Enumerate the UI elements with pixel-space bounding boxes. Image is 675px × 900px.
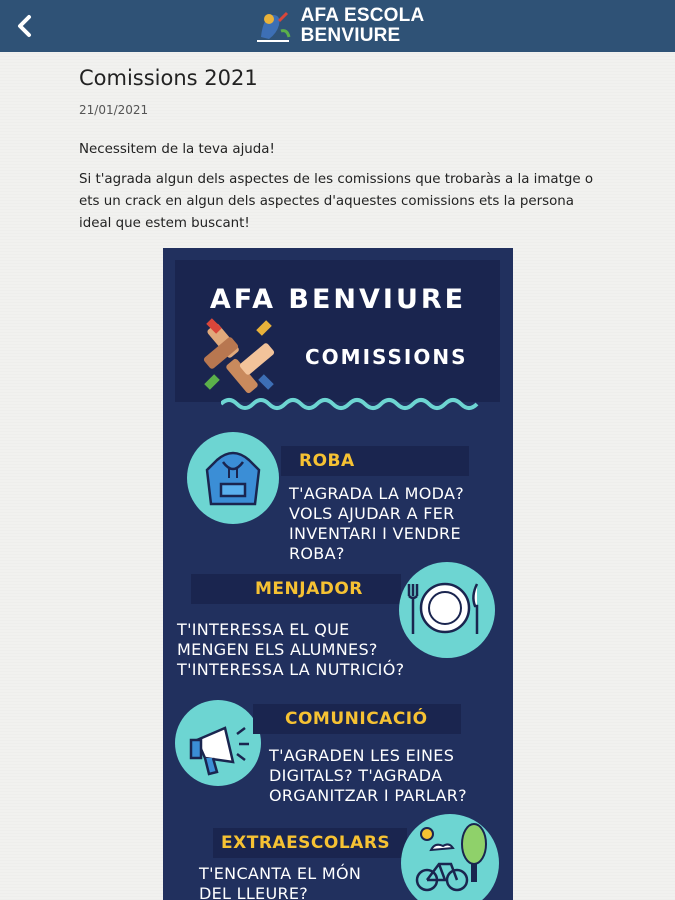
menjador-line-2: MENGEN ELS ALUMNES? — [177, 640, 378, 659]
extraescolars-line-1: T'ENCANTA EL MÓN — [199, 864, 362, 883]
commissions-poster — [163, 248, 513, 900]
menjador-description — [177, 620, 404, 680]
menjador-circle — [399, 562, 495, 658]
roba-description — [289, 484, 464, 564]
poster-subtitle: COMISSIONS — [305, 345, 468, 369]
wave-divider — [221, 396, 483, 412]
roba-label: ROBA — [281, 446, 469, 476]
comunicacio-description — [269, 746, 467, 806]
menjador-label: MENJADOR — [191, 574, 401, 604]
post-date: 21/01/2021 — [79, 103, 149, 117]
roba-circle — [187, 432, 279, 524]
brand-line-2: BENVIURE — [300, 25, 401, 46]
extraescolars-description — [199, 864, 361, 900]
post-paragraph-2: Si t'agrada algun dels aspectes de les comissions que trobaràs a la imatge o ets un crack en algun dels aspectes d'aquestes comissions ets la persona ideal que estem buscant! — [79, 172, 594, 231]
plate-cutlery-icon — [399, 562, 491, 654]
roba-line-4: ROBA? — [289, 544, 345, 563]
hands-together-icon — [199, 316, 279, 396]
extraescolars-line-2: DEL LLEURE? — [199, 884, 309, 900]
chevron-left-icon — [15, 14, 35, 38]
menjador-line-1: T'INTERESSA EL QUE — [177, 620, 350, 639]
roba-line-3: INVENTARI I VENDRE — [289, 524, 461, 543]
brand-name — [301, 6, 425, 46]
article — [79, 66, 599, 243]
comunicacio-circle — [175, 700, 261, 786]
poster-title: AFA BENVIURE — [209, 284, 467, 315]
brand — [251, 6, 425, 46]
comunicacio-line-3: ORGANITZAR I PARLAR? — [269, 786, 467, 805]
bicycle-park-icon — [401, 814, 493, 900]
back-button[interactable] — [10, 10, 40, 42]
roba-line-1: T'AGRADA LA MODA? — [289, 484, 465, 503]
app-header — [0, 0, 675, 52]
extraescolars-circle — [401, 814, 499, 900]
school-logo-icon — [251, 7, 295, 45]
post-paragraph-1: Necessitem de la teva ajuda! — [79, 142, 275, 157]
comunicacio-line-1: T'AGRADEN LES EINES — [269, 746, 455, 765]
extraescolars-label: EXTRAESCOLARS — [213, 828, 407, 858]
brand-line-1: AFA ESCOLA — [300, 5, 425, 26]
comunicacio-line-2: DIGITALS? T'AGRADA — [269, 766, 443, 785]
menjador-line-3: T'INTERESSA LA NUTRICIÓ? — [177, 660, 405, 679]
comunicacio-label: COMUNICACIÓ — [253, 704, 461, 734]
post-title: Comissions 2021 — [79, 66, 258, 90]
hoodie-icon — [187, 432, 279, 524]
roba-line-2: VOLS AJUDAR A FER — [289, 504, 455, 523]
